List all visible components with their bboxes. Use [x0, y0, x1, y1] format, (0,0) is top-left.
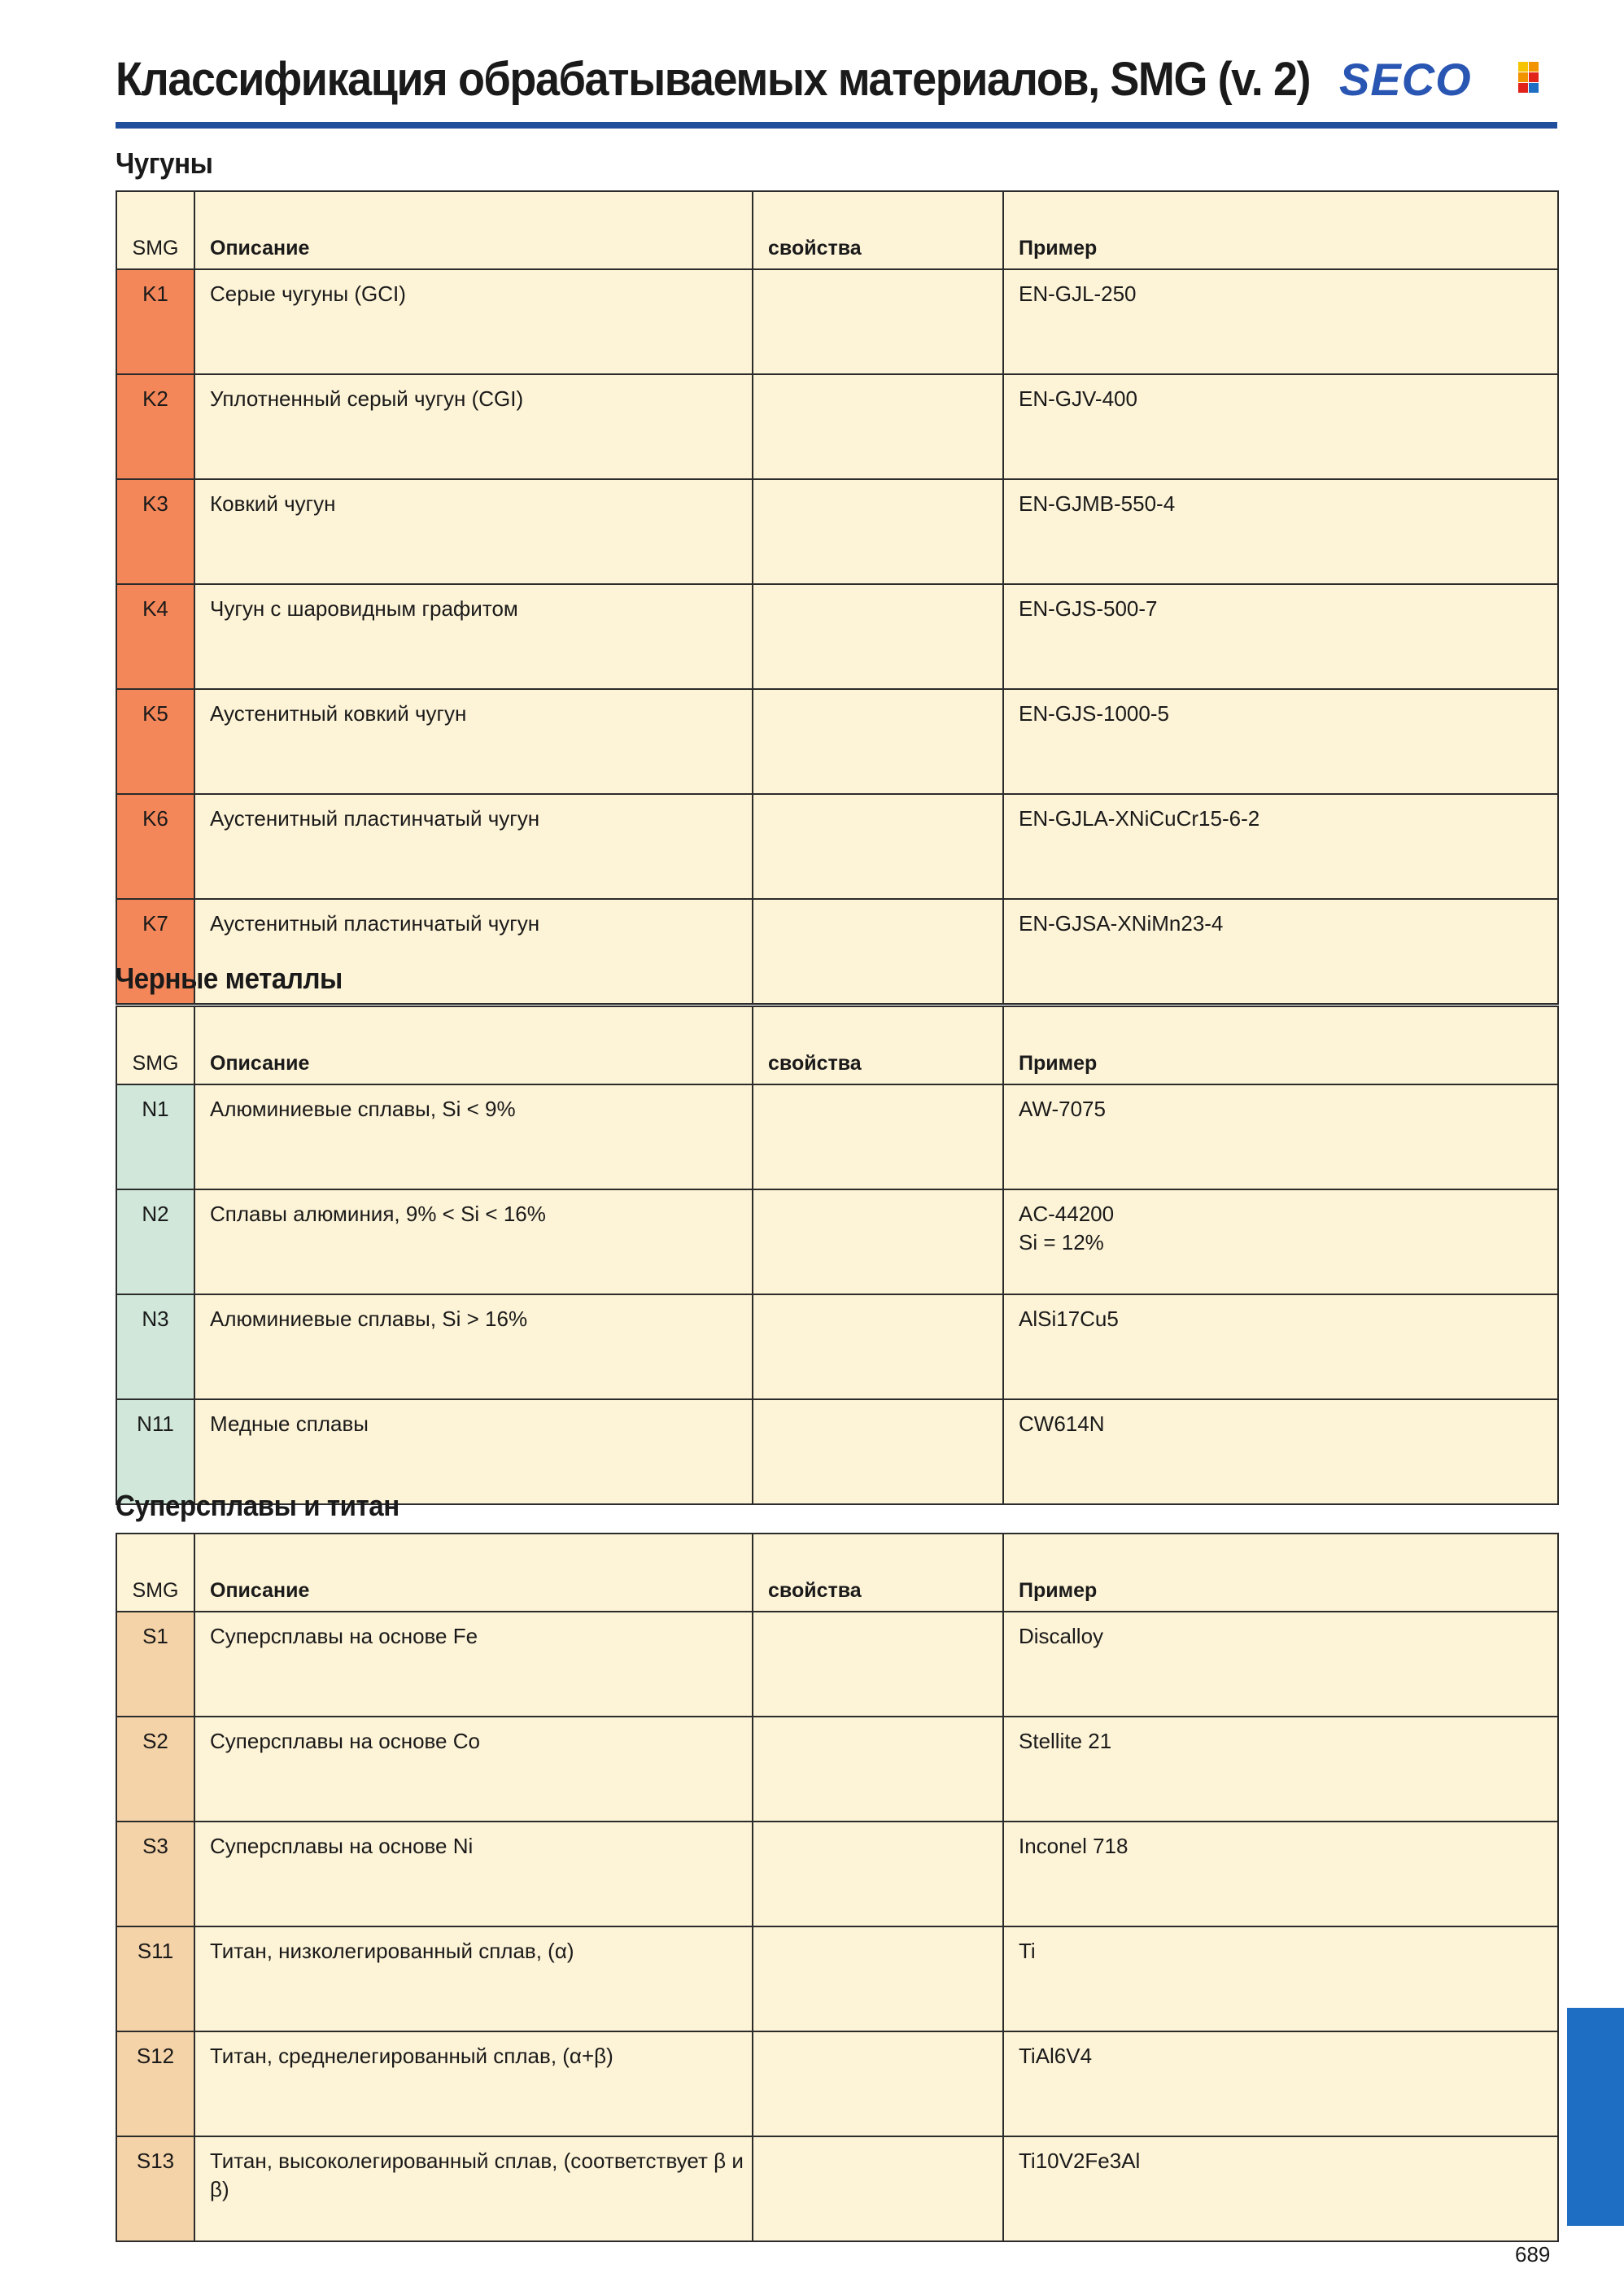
- example-cell: EN-GJS-500-7: [1003, 584, 1558, 689]
- table-row: [116, 269, 1558, 374]
- col-header-smg: SMG: [116, 191, 194, 269]
- col-header-smg: SMG: [116, 1534, 194, 1612]
- section-title-nonferrous: Черные металлы: [116, 962, 343, 995]
- col-header-description: Описание: [194, 191, 753, 269]
- side-tab: [1567, 2008, 1624, 2226]
- example-cell: Discalloy: [1003, 1612, 1558, 1717]
- table-row: [116, 689, 1558, 794]
- section-title-cast-iron: Чугуны: [116, 146, 213, 180]
- smg-code: N1: [116, 1084, 194, 1189]
- example-cell: Ti: [1003, 1926, 1558, 2031]
- properties-cell: [753, 1084, 1003, 1189]
- table-row: [116, 584, 1558, 689]
- logo-square-yellow: [1518, 62, 1528, 72]
- smg-code: K2: [116, 374, 194, 479]
- description-cell: Ковкий чугун: [194, 479, 753, 584]
- table-header-row: [116, 191, 1558, 269]
- table-row: [116, 1084, 1558, 1189]
- table-row: [116, 1189, 1558, 1294]
- table-row: [116, 1926, 1558, 2031]
- description-cell: Титан, высоколегированный сплав, (соответствует β и β): [194, 2136, 753, 2241]
- smg-code: K4: [116, 584, 194, 689]
- smg-code: N2: [116, 1189, 194, 1294]
- properties-cell: [753, 794, 1003, 899]
- properties-cell: [753, 1399, 1003, 1504]
- example-cell: EN-GJV-400: [1003, 374, 1558, 479]
- example-cell: EN-GJLA-XNiCuCr15-6-2: [1003, 794, 1558, 899]
- col-header-example: Пример: [1003, 1006, 1558, 1084]
- properties-cell: [753, 2136, 1003, 2241]
- description-cell: Аустенитный пластинчатый чугун: [194, 794, 753, 899]
- superalloys-table: [116, 1533, 1559, 2242]
- properties-cell: [753, 1822, 1003, 1926]
- header-rule: [116, 122, 1557, 129]
- section-title-superalloys: Суперсплавы и титан: [116, 1489, 399, 1522]
- description-cell: Алюминиевые сплавы, Si < 9%: [194, 1084, 753, 1189]
- properties-cell: [753, 479, 1003, 584]
- col-header-smg: SMG: [116, 1006, 194, 1084]
- table-row: [116, 794, 1558, 899]
- col-header-properties: свойства: [753, 1534, 1003, 1612]
- col-header-properties: свойства: [753, 1006, 1003, 1084]
- example-cell: CW614N: [1003, 1399, 1558, 1504]
- smg-code: S11: [116, 1926, 194, 2031]
- logo-square-red: [1529, 72, 1539, 82]
- col-header-example: Пример: [1003, 1534, 1558, 1612]
- table-row: [116, 1717, 1558, 1822]
- table-row: [116, 374, 1558, 479]
- properties-cell: [753, 2031, 1003, 2136]
- example-cell: Inconel 718: [1003, 1822, 1558, 1926]
- description-cell: Аустенитный пластинчатый чугун: [194, 899, 753, 1004]
- example-cell: EN-GJL-250: [1003, 269, 1558, 374]
- description-cell: Сплавы алюминия, 9% < Si < 16%: [194, 1189, 753, 1294]
- properties-cell: [753, 899, 1003, 1004]
- logo-text: SECO: [1339, 54, 1472, 105]
- smg-code: K3: [116, 479, 194, 584]
- cast-iron-table: [116, 190, 1559, 1005]
- col-header-properties: свойства: [753, 191, 1003, 269]
- properties-cell: [753, 374, 1003, 479]
- properties-cell: [753, 1612, 1003, 1717]
- properties-cell: [753, 1189, 1003, 1294]
- smg-code: K6: [116, 794, 194, 899]
- logo-square-orange: [1529, 62, 1539, 72]
- example-cell: AW-7075: [1003, 1084, 1558, 1189]
- col-header-example: Пример: [1003, 191, 1558, 269]
- logo-square-orange-2: [1518, 72, 1528, 82]
- smg-code: K5: [116, 689, 194, 794]
- col-header-description: Описание: [194, 1006, 753, 1084]
- smg-code: S2: [116, 1717, 194, 1822]
- example-cell: EN-GJS-1000-5: [1003, 689, 1558, 794]
- description-cell: Суперсплавы на основе Ni: [194, 1822, 753, 1926]
- description-cell: Серые чугуны (GCI): [194, 269, 753, 374]
- description-cell: Алюминиевые сплавы, Si > 16%: [194, 1294, 753, 1399]
- table-row: [116, 2136, 1558, 2241]
- description-cell: Титан, низколегированный сплав, (α): [194, 1926, 753, 2031]
- smg-code: N11: [116, 1399, 194, 1504]
- table-row: [116, 1822, 1558, 1926]
- properties-cell: [753, 1926, 1003, 2031]
- page-title: Классификация обрабатываемых материалов, SMG (v. 2): [116, 53, 1311, 106]
- logo-square-blue: [1529, 83, 1539, 93]
- description-cell: Медные сплавы: [194, 1399, 753, 1504]
- properties-cell: [753, 1294, 1003, 1399]
- example-cell: EN-GJMB-550-4: [1003, 479, 1558, 584]
- description-cell: Суперсплавы на основе Co: [194, 1717, 753, 1822]
- table-header-row: [116, 1006, 1558, 1084]
- properties-cell: [753, 269, 1003, 374]
- smg-code: K1: [116, 269, 194, 374]
- smg-code: K7: [116, 899, 194, 1004]
- smg-code: S13: [116, 2136, 194, 2241]
- example-cell: TiAl6V4: [1003, 2031, 1558, 2136]
- table-row: [116, 1294, 1558, 1399]
- nonferrous-table: [116, 1006, 1559, 1505]
- description-cell: Титан, среднелегированный сплав, (α+β): [194, 2031, 753, 2136]
- table-row: [116, 1612, 1558, 1717]
- description-cell: Суперсплавы на основе Fe: [194, 1612, 753, 1717]
- table-row: [116, 479, 1558, 584]
- example-cell: EN-GJSA-XNiMn23-4: [1003, 899, 1558, 1004]
- description-cell: Чугун с шаровидным графитом: [194, 584, 753, 689]
- example-cell: AC-44200 Si = 12%: [1003, 1189, 1558, 1294]
- table-header-row: [116, 1534, 1558, 1612]
- properties-cell: [753, 689, 1003, 794]
- logo-square-red-2: [1518, 83, 1528, 93]
- smg-code: N3: [116, 1294, 194, 1399]
- col-header-description: Описание: [194, 1534, 753, 1612]
- example-cell: Ti10V2Fe3Al: [1003, 2136, 1558, 2241]
- smg-code: S1: [116, 1612, 194, 1717]
- properties-cell: [753, 584, 1003, 689]
- example-cell: Stellite 21: [1003, 1717, 1558, 1822]
- seco-logo: [1339, 54, 1551, 105]
- page-number: 689: [1515, 2242, 1551, 2267]
- example-cell: AlSi17Cu5: [1003, 1294, 1558, 1399]
- properties-cell: [753, 1717, 1003, 1822]
- smg-code: S12: [116, 2031, 194, 2136]
- table-row: [116, 2031, 1558, 2136]
- description-cell: Уплотненный серый чугун (CGI): [194, 374, 753, 479]
- smg-code: S3: [116, 1822, 194, 1926]
- description-cell: Аустенитный ковкий чугун: [194, 689, 753, 794]
